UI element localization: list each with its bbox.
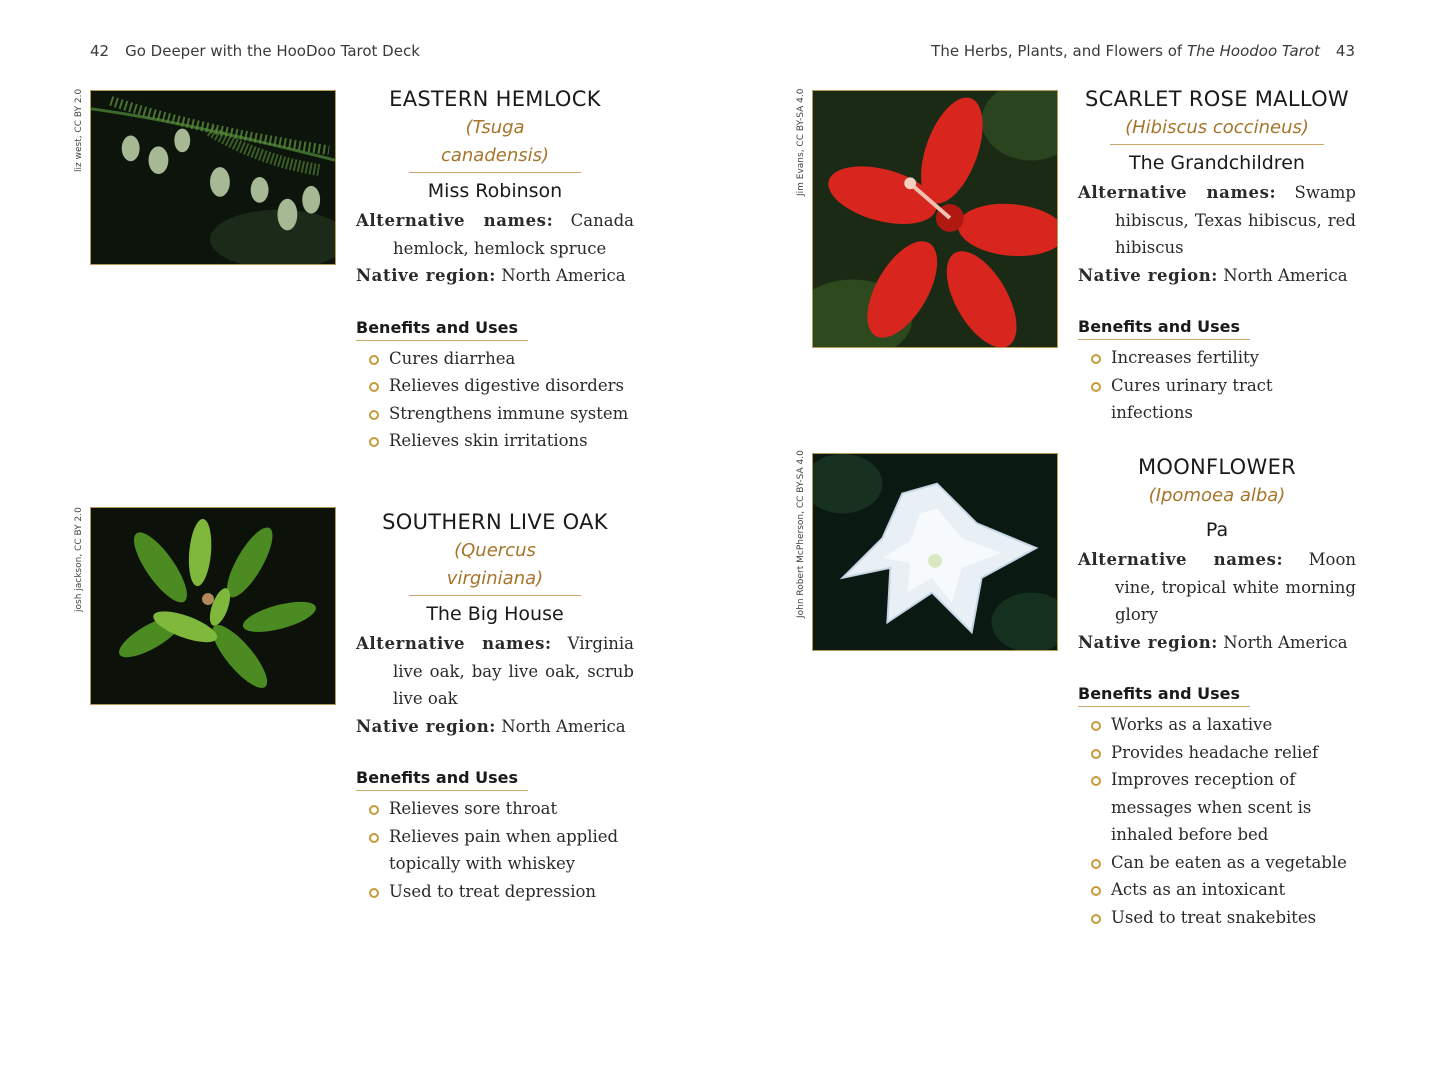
bullet-icon [369, 833, 379, 843]
bullet-icon [1091, 859, 1101, 869]
native-region-label: Native region: [1078, 632, 1218, 652]
bullet-icon [1091, 914, 1101, 924]
right-page-number: 43 [1335, 42, 1355, 60]
alternative-names [356, 207, 634, 262]
photo-credit-hemlock: liz west, CC BY 2.0 [74, 88, 84, 172]
benefit-item: Provides headache relief [1078, 739, 1356, 767]
benefit-item: Relieves digestive disorders [356, 372, 634, 400]
entry-southern-live-oak [356, 507, 634, 905]
entry-title: MOONFLOWER [1137, 455, 1297, 479]
native-region-value: North America [1223, 632, 1348, 652]
photo-credit-live-oak: josh jackson, CC BY 2.0 [74, 507, 84, 612]
bullet-icon [369, 805, 379, 815]
right-running-title-italic: The Hoodoo Tarot [1186, 42, 1320, 60]
benefit-item: Relieves pain when applied topically with whiskey [356, 823, 634, 878]
benefit-item: Acts as an intoxicant [1078, 876, 1356, 904]
native-region-value: North America [501, 266, 626, 285]
benefits-heading: Benefits and Uses [356, 317, 528, 341]
alternative-names [1078, 179, 1356, 262]
benefit-item: Relieves sore throat [356, 795, 634, 823]
bullet-icon [369, 888, 379, 898]
left-running-header [74, 42, 420, 60]
entry-scarlet-rose-mallow [1078, 84, 1356, 427]
bullet-icon [1091, 776, 1101, 786]
benefit-item: Used to treat depression [356, 878, 634, 906]
entry-latin-name: (Tsuga canadensis) [409, 114, 581, 173]
benefit-item: Used to treat snakebites [1078, 904, 1356, 932]
entry-card-name: The Grandchildren [1129, 152, 1305, 174]
alternative-names-value: Virginia live oak, bay live oak, scrub live oak [393, 634, 634, 708]
entry-card-name: Miss Robinson [427, 180, 563, 202]
benefit-item: Can be eaten as a vegetable [1078, 849, 1356, 877]
benefits-list [1078, 711, 1356, 931]
entry-card-name: The Big House [426, 603, 564, 625]
alternative-names-value: Canada hemlock, hemlock spruce [393, 211, 634, 258]
native-region [1078, 262, 1356, 290]
benefit-item: Relieves skin irritations [356, 427, 634, 455]
alternative-names-label: Alternative names: [1078, 183, 1277, 202]
entry-moonflower [1078, 452, 1356, 931]
entry-title: SOUTHERN LIVE OAK [382, 510, 608, 534]
alternative-names-value: Swamp hibiscus, Texas hibiscus, red hibiscus [1115, 183, 1356, 257]
bullet-icon [369, 382, 379, 392]
entry-title: EASTERN HEMLOCK [389, 87, 601, 111]
native-region [1078, 629, 1356, 657]
benefits-list [356, 795, 634, 905]
benefit-item: Cures diarrhea [356, 345, 634, 373]
entry-latin-name: (Hibiscus coccineus) [1110, 114, 1324, 145]
alternative-names-label: Alternative names: [356, 211, 554, 230]
left-running-title: Go Deeper with the HooDoo Tarot Deck [125, 42, 420, 60]
native-region-label: Native region: [356, 716, 496, 736]
benefit-item: Strengthens immune system [356, 400, 634, 428]
right-running-header [931, 42, 1371, 60]
photo-credit-rose-mallow: Jim Evans, CC BY-SA 4.0 [796, 88, 806, 196]
bullet-icon [1091, 721, 1101, 731]
benefit-item: Improves reception of messages when scent is inhaled before bed [1078, 766, 1356, 849]
benefits-heading: Benefits and Uses [1078, 316, 1250, 340]
native-region-value: North America [1223, 265, 1348, 285]
bullet-icon [369, 355, 379, 365]
bullet-icon [1091, 354, 1101, 364]
benefits-heading: Benefits and Uses [356, 767, 528, 791]
left-page-number: 42 [90, 42, 110, 60]
bullet-icon [369, 410, 379, 420]
entry-title: SCARLET ROSE MALLOW [1085, 87, 1349, 111]
photo-scarlet-rose-mallow [812, 90, 1058, 348]
entry-card-name: Pa [1205, 519, 1229, 541]
benefit-item: Increases fertility [1078, 344, 1356, 372]
native-region-value: North America [501, 716, 626, 736]
entry-eastern-hemlock [356, 84, 634, 455]
alternative-names [1078, 546, 1356, 629]
entry-latin-name: (Ipomoea alba) [1148, 485, 1286, 506]
native-region [356, 262, 634, 290]
bullet-icon [369, 437, 379, 447]
native-region-label: Native region: [356, 266, 496, 285]
native-region-label: Native region: [1078, 265, 1218, 285]
photo-southern-live-oak [90, 507, 336, 705]
benefits-list [1078, 344, 1356, 427]
bullet-icon [1091, 886, 1101, 896]
bullet-icon [1091, 749, 1101, 759]
benefit-item: Works as a laxative [1078, 711, 1356, 739]
right-running-title-prefix: The Herbs, Plants, and Flowers of [931, 42, 1187, 60]
bullet-icon [1091, 382, 1101, 392]
alternative-names-label: Alternative names: [1078, 550, 1284, 569]
photo-credit-moonflower: John Robert McPherson, CC BY-SA 4.0 [796, 450, 806, 618]
native-region [356, 713, 634, 741]
photo-moonflower [812, 453, 1058, 651]
alternative-names [356, 630, 634, 713]
alternative-names-label: Alternative names: [356, 634, 552, 653]
photo-eastern-hemlock [90, 90, 336, 265]
benefits-list [356, 345, 634, 455]
alternative-names-value: Moon vine, tropical white morning glory [1115, 550, 1356, 624]
benefits-heading: Benefits and Uses [1078, 683, 1250, 707]
benefit-item: Cures urinary tract infections [1078, 372, 1356, 427]
entry-latin-name: (Quercus virginiana) [409, 537, 581, 596]
